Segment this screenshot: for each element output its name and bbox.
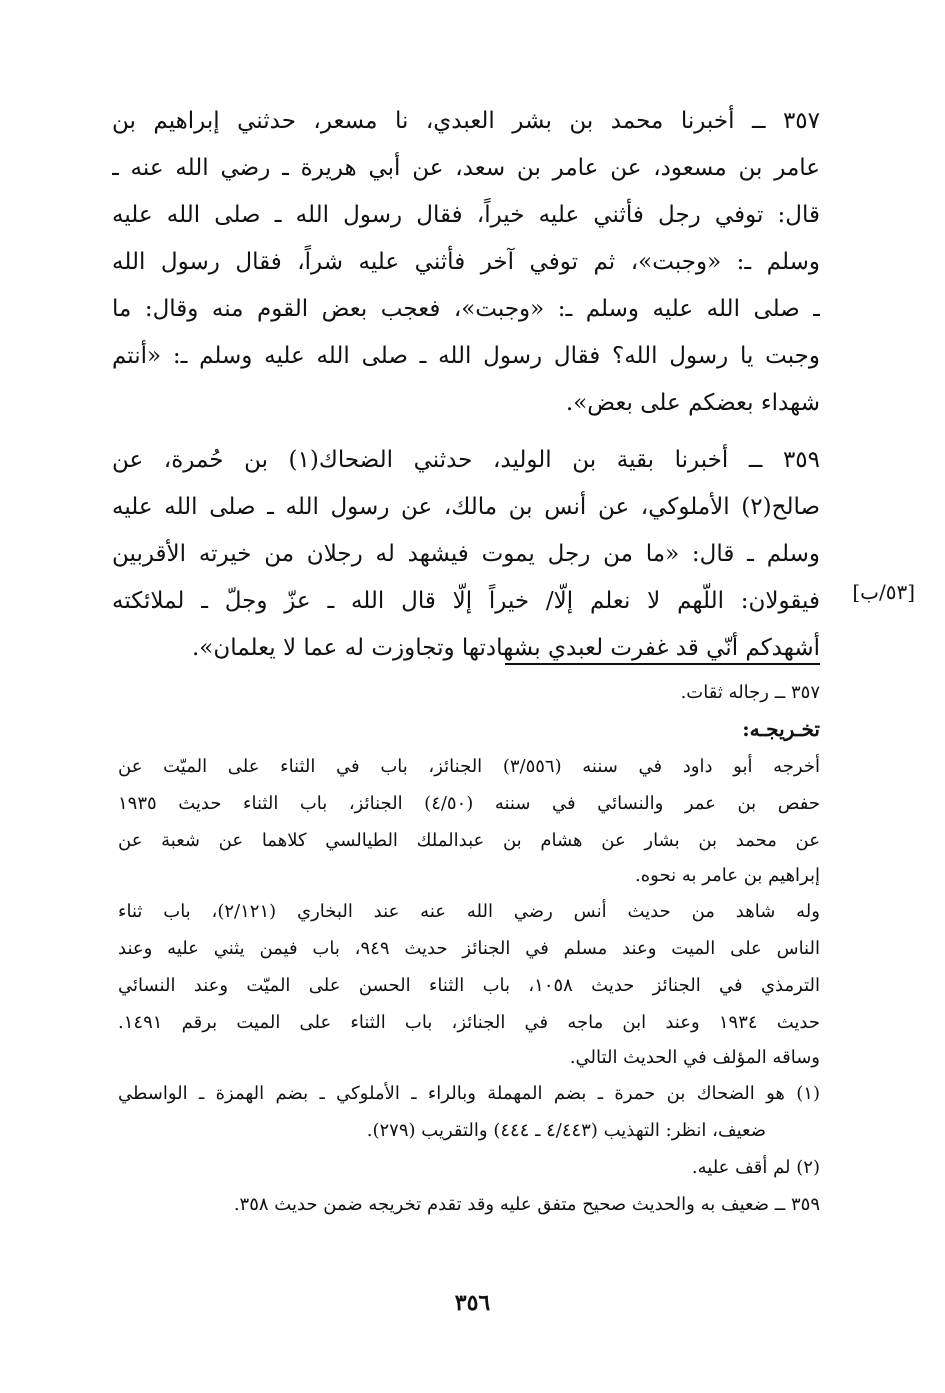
shahid-paragraph	[118, 893, 820, 1075]
footnotes-block	[118, 674, 820, 1223]
hadith-357	[112, 98, 820, 427]
note-line: وله شاهد من حديث أنس رضي الله عنه عند البخاري (٢/١٢١)، باب ثناء	[118, 901, 820, 922]
text-line: عامر بن مسعود، عن عامر بن سعد، عن أبي هريرة ـ رضي الله عنه ـ	[112, 155, 820, 181]
text-line: قال: توفي رجل فأثني عليه خيراً، فقال رسول الله ـ صلى الله عليه	[112, 202, 820, 228]
note-line: إبراهيم بن عامر به نحوه.	[635, 865, 820, 886]
paragraph-gap	[112, 427, 820, 437]
main-text-block	[112, 98, 820, 672]
note-359: ٣٥٩ ــ ضعيف به والحديث صحيح متفق عليه وقد تقدم تخريجه ضمن حديث ٣٥٨.	[233, 1194, 820, 1215]
takhrij-paragraph	[118, 748, 820, 893]
footnote-1	[118, 1075, 820, 1149]
text-line: أشهدكم أنّي قد غفرت لعبدي بشهادتها وتجاوزت له عما لا يعلمان».	[191, 635, 820, 661]
text-line: ـ صلى الله عليه وسلم ـ: «وجبت»، فعجب بعض القوم منه وقال: ما	[112, 296, 820, 322]
text-line: صالح(٢) الأملوكي، عن أنس بن مالك، عن رسول الله ـ صلى الله عليه	[112, 494, 820, 520]
text-line: وسلم ـ قال: «ما من رجل يموت فيشهد له رجلان من خيرته الأقربين	[112, 541, 820, 567]
text-line: شهداء بعضكم على بعض».	[565, 390, 820, 416]
text-line: وسلم ـ: «وجبت»، ثم توفي آخر فأثني عليه شراً، فقال رسول الله	[112, 249, 820, 275]
note-line: وساقه المؤلف في الحديث التالي.	[569, 1047, 820, 1068]
hadith-359	[112, 437, 820, 672]
note-line: ضعيف، انظر: التهذيب (٤/٤٤٣ ـ ٤٤٤) والتقريب (٢٧٩).	[366, 1120, 766, 1141]
note-line: الترمذي في الجنائز حديث ١٠٥٨، باب الثناء الحسن على الميّت وعند النسائي	[118, 975, 820, 996]
text-line: ٣٥٩ ــ أخبرنا بقية بن الوليد، حدثني الضحاك(١) بن حُمرة، عن	[112, 447, 820, 473]
text-line: ٣٥٧ ــ أخبرنا محمد بن بشر العبدي، نا مسعر، حدثني إبراهيم بن	[112, 108, 820, 134]
note-line: حفص بن عمر والنسائي في سننه (٤/٥٠) الجنائز، باب الثناء حديث ١٩٣٥	[118, 793, 820, 814]
footnote-divider	[505, 663, 820, 665]
text-line: وجبت يا رسول الله؟ فقال رسول الله ـ صلى الله عليه وسلم ـ: «أنتم	[112, 343, 820, 369]
page-number: ٣٥٦	[454, 1290, 491, 1316]
note-line: عن محمد بن بشار عن هشام بن عبدالملك الطيالسي كلاهما عن شعبة عن	[118, 830, 820, 851]
note-line: أخرجه أبو داود في سننه (٣/٥٥٦) الجنائز، باب في الثناء على الميّت عن	[118, 756, 820, 777]
note-line: (١) هو الضحاك بن حمرة ـ بضم المهملة وبالراء ـ الأملوكي ـ بضم الهمزة ـ الواسطي	[118, 1083, 820, 1104]
manuscript-folio-note: [٥٣/ب]	[852, 580, 915, 604]
text-line: فيقولان: اللّهم لا نعلم إلّا/ خيراً إلّا قال الله ـ عزّ وجلّ ـ لملائكته	[112, 588, 820, 614]
note-line: الناس على الميت وعند مسلم في الجنائز حديث ٩٤٩، باب فيمن يثني عليه وعند	[118, 938, 820, 959]
note-line: حديث ١٩٣٤ وعند ابن ماجه في الجنائز، باب الثناء على الميت برقم ١٤٩١.	[118, 1012, 820, 1033]
narrators-note: ٣٥٧ ــ رجاله ثقات.	[680, 682, 820, 703]
takhrij-heading: تخـريجـه:	[742, 717, 820, 741]
footnote-2: (٢) لم أقف عليه.	[691, 1157, 820, 1178]
